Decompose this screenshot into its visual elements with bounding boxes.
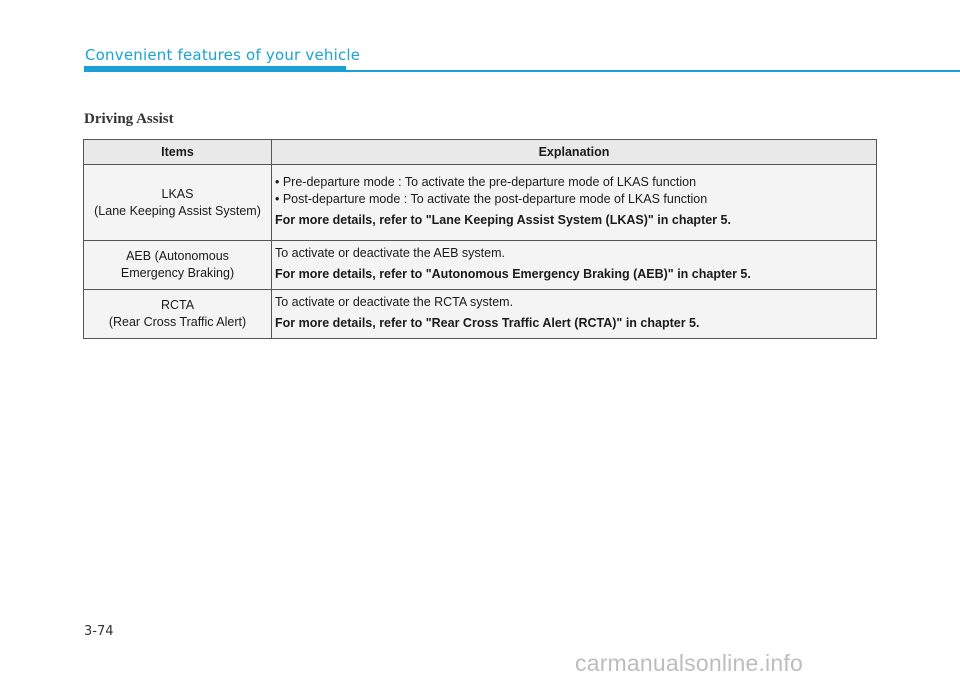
table-row bbox=[84, 165, 877, 241]
item-name: RCTA bbox=[160, 298, 195, 312]
reference-note: For more details, refer to "Rear Cross Traffic Alert (RCTA)" in chapter 5. bbox=[275, 316, 700, 330]
chapter-title: Convenient features of your vehicle bbox=[85, 46, 361, 64]
table-row bbox=[84, 241, 877, 290]
item-name: AEB (Autonomous bbox=[126, 249, 229, 263]
explanation-line: To activate or deactivate the AEB system. bbox=[275, 246, 505, 260]
item-cell-rcta bbox=[84, 290, 272, 339]
header-accent-bar bbox=[84, 66, 346, 72]
item-cell-lkas bbox=[84, 165, 272, 241]
explanation-cell-lkas bbox=[272, 165, 877, 241]
explanation-line: To activate or deactivate the RCTA system. bbox=[275, 295, 514, 309]
reference-note: For more details, refer to "Autonomous Emergency Braking (AEB)" in chapter 5. bbox=[275, 267, 751, 281]
explanation-cell-aeb bbox=[272, 241, 877, 290]
item-cell-aeb bbox=[84, 241, 272, 290]
table-row bbox=[84, 290, 877, 339]
section-title: Driving Assist bbox=[84, 111, 174, 127]
header-rule bbox=[346, 70, 960, 72]
item-fullname: (Rear Cross Traffic Alert) bbox=[108, 315, 247, 329]
item-fullname: (Lane Keeping Assist System) bbox=[94, 203, 261, 218]
column-header-explanation: Explanation bbox=[272, 140, 877, 165]
page-number: 3-74 bbox=[84, 624, 114, 639]
table-header-row bbox=[84, 140, 877, 165]
reference-note: For more details, refer to "Lane Keeping Assist System (LKAS)" in chapter 5. bbox=[275, 213, 731, 227]
explanation-cell-rcta bbox=[272, 290, 877, 339]
explanation-line: • Post-departure mode : To activate the post-departure mode of LKAS function bbox=[275, 192, 708, 206]
column-header-items: Items bbox=[84, 140, 272, 165]
item-name: LKAS bbox=[161, 186, 194, 201]
explanation-line: • Pre-departure mode : To activate the pre-departure mode of LKAS function bbox=[275, 175, 697, 189]
item-fullname: Emergency Braking) bbox=[120, 266, 235, 280]
watermark-text: carmanualsonline.info bbox=[575, 650, 803, 676]
driving-assist-table bbox=[83, 139, 877, 339]
